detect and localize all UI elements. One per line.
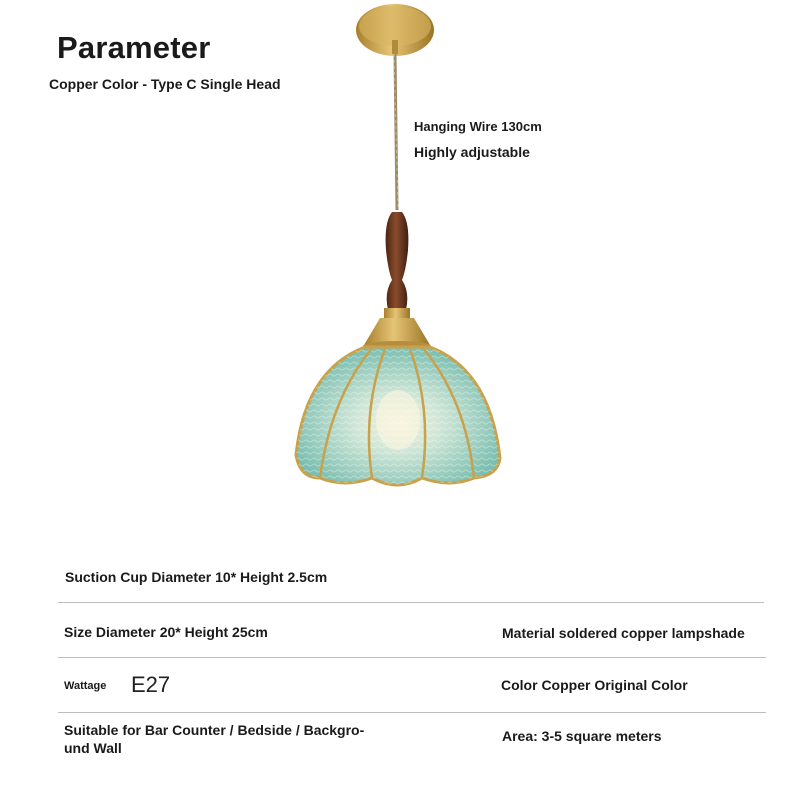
pendant-lamp-image: [280, 0, 520, 500]
spec-suction-cup: Suction Cup Diameter 10* Height 2.5cm: [65, 569, 328, 585]
spec-wattage-value: E27: [131, 672, 171, 697]
divider: [58, 657, 766, 658]
hanging-wire-note: Highly adjustable: [414, 144, 530, 160]
spec-wattage-label: Wattage: [64, 680, 107, 692]
divider: [58, 602, 764, 603]
product-variant: Copper Color - Type C Single Head: [49, 76, 281, 92]
ceiling-cup: [356, 4, 434, 56]
spec-size: Size Diameter 20* Height 25cm: [64, 624, 268, 640]
glass-lampshade: [296, 347, 500, 485]
divider: [58, 712, 766, 713]
spec-suitable-line: und Wall: [64, 740, 122, 756]
spec-suitable-for: [64, 721, 404, 757]
page-title: Parameter: [57, 30, 211, 65]
brass-neck: [363, 308, 431, 351]
hanging-wire: [394, 54, 398, 210]
hanging-wire-length: Hanging Wire 130cm: [414, 119, 542, 134]
spec-color: Color Copper Original Color: [501, 677, 688, 693]
spec-suitable-line: Suitable for Bar Counter / Bedside / Backgro-: [64, 722, 365, 738]
spec-area: Area: 3-5 square meters: [502, 728, 662, 744]
wooden-handle: [386, 212, 409, 310]
spec-material: Material soldered copper lampshade: [502, 625, 745, 641]
